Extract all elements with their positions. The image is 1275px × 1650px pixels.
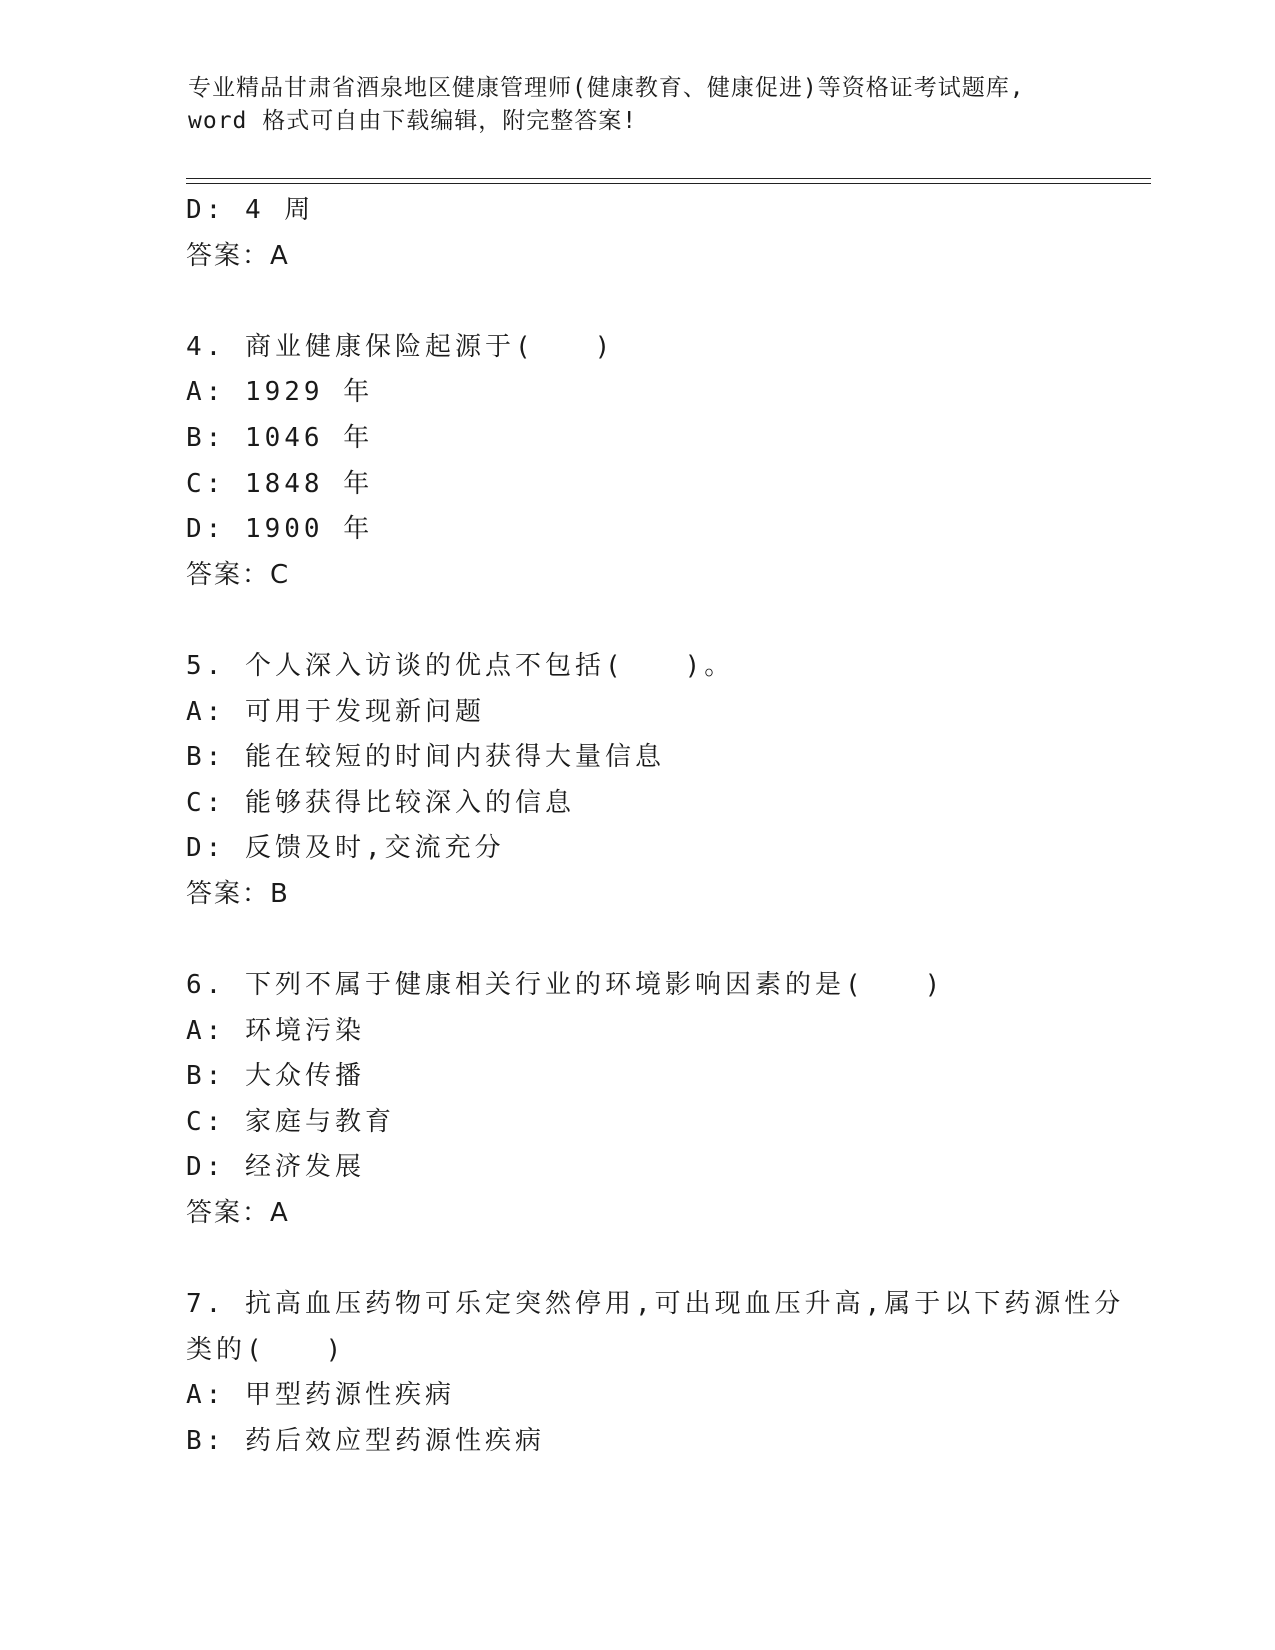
- spacer: [186, 279, 1106, 325]
- question-stem-continued: 类的( ): [186, 1334, 346, 1365]
- option-b: B: 药后效应型药源性疾病: [186, 1426, 545, 1457]
- header-rule-bottom: [186, 183, 1151, 184]
- header-line-1: 专业精品甘肃省酒泉地区健康管理师(健康教育、健康促进)等资格证考试题库,: [188, 75, 1025, 101]
- option-d: D: 4 周: [186, 195, 315, 225]
- option-a: A: 甲型药源性疾病: [186, 1380, 455, 1411]
- option-d: D: 1900 年: [186, 514, 374, 545]
- option-a: A: 可用于发现新问题: [186, 696, 485, 727]
- option-d: D: 反馈及时,交流充分: [186, 833, 505, 864]
- question-stem: 6. 下列不属于健康相关行业的环境影响因素的是( ): [186, 970, 945, 1001]
- spacer: [186, 1237, 1106, 1283]
- answer-line: 答案：C: [186, 559, 291, 590]
- option-b: B: 能在较短的时间内获得大量信息: [186, 742, 665, 773]
- answer-line: 答案：B: [186, 878, 290, 909]
- option-a: A: 1929 年: [186, 377, 374, 408]
- question-stem: 5. 个人深入访谈的优点不包括( )。: [186, 650, 735, 681]
- answer-line: 答案：A: [186, 240, 290, 271]
- option-c: C: 家庭与教育: [186, 1106, 395, 1137]
- option-d: D: 经济发展: [186, 1152, 365, 1183]
- option-c: C: 能够获得比较深入的信息: [186, 787, 575, 818]
- header-line-2: word 格式可自由下载编辑，附完整答案!: [188, 108, 638, 134]
- question-stem: 7. 抗高血压药物可乐定突然停用,可出现血压升高,属于以下药源性分: [186, 1289, 1125, 1320]
- document-header: [188, 72, 1148, 138]
- question-list: [186, 188, 1125, 1465]
- spacer: [186, 918, 1106, 964]
- option-a: A: 环境污染: [186, 1015, 365, 1046]
- option-c: C: 1848 年: [186, 468, 374, 499]
- header-rule-top: [186, 178, 1151, 179]
- question-stem: 4. 商业健康保险起源于( ): [186, 331, 615, 362]
- option-b: B: 大众传播: [186, 1061, 365, 1092]
- spacer: [186, 598, 1106, 644]
- answer-line: 答案：A: [186, 1198, 290, 1229]
- option-b: B: 1046 年: [186, 422, 374, 453]
